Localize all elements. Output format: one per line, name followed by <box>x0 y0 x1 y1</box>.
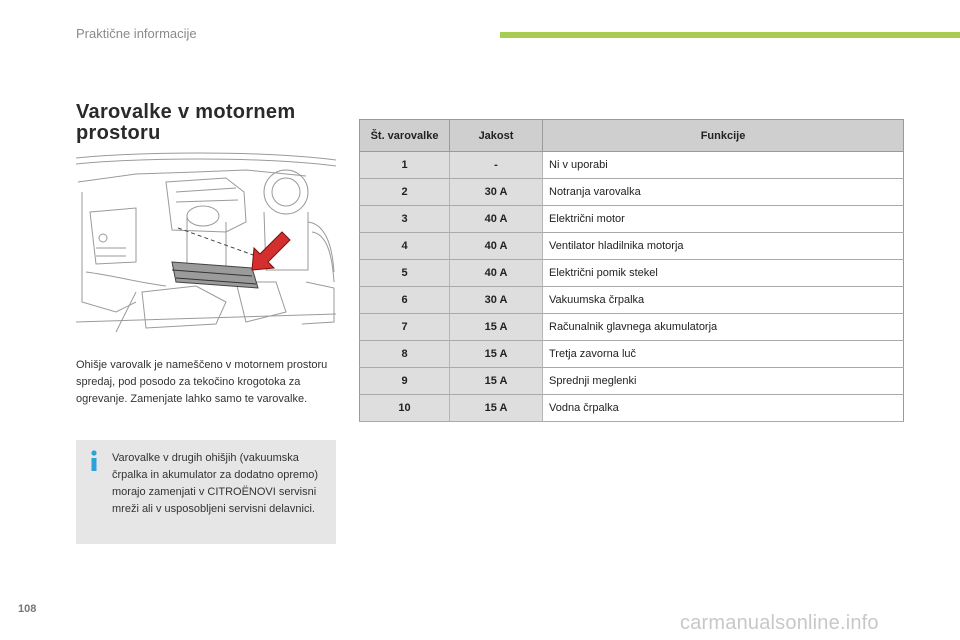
fuse-rating: 40 A <box>450 233 543 260</box>
page-number: 108 <box>18 603 37 615</box>
engine-compartment-illustration <box>76 152 336 332</box>
fuse-rating: 40 A <box>450 260 543 287</box>
table-row <box>360 314 904 341</box>
table-row <box>360 152 904 179</box>
fuse-function: Računalnik glavnega akumulatorja <box>543 314 904 341</box>
fuse-function: Ventilator hladilnika motorja <box>543 233 904 260</box>
fuse-function: Vakuumska črpalka <box>543 287 904 314</box>
info-text: Varovalke v drugih ohišjih (vakuumska črpalka in akumulator za dodatno opremo) morajo zamenjati v CITROËNOVI servisni mreži ali v usposobljeni servisni delavnici. <box>112 452 319 515</box>
info-icon <box>88 450 100 472</box>
fuse-number: 10 <box>360 395 450 422</box>
fuse-rating: 30 A <box>450 179 543 206</box>
info-box <box>76 440 336 544</box>
fuse-function: Električni motor <box>543 206 904 233</box>
watermark: carmanualsonline.info <box>680 612 879 634</box>
fuse-function: Notranja varovalka <box>543 179 904 206</box>
table-row <box>360 260 904 287</box>
fuse-number: 8 <box>360 341 450 368</box>
fuse-number: 3 <box>360 206 450 233</box>
section-header: Praktične informacije <box>76 26 197 41</box>
page-title: Varovalke v motornem prostoru <box>76 101 296 144</box>
fuse-rating: 30 A <box>450 287 543 314</box>
header-fuse-number: Št. varovalke <box>360 120 450 152</box>
fuse-number: 6 <box>360 287 450 314</box>
table-row <box>360 206 904 233</box>
table-row <box>360 341 904 368</box>
table-row <box>360 395 904 422</box>
fuse-table <box>359 119 904 422</box>
fuse-function: Električni pomik stekel <box>543 260 904 287</box>
table-header-row <box>360 120 904 152</box>
fuse-function: Ni v uporabi <box>543 152 904 179</box>
fuse-number: 5 <box>360 260 450 287</box>
fuse-number: 7 <box>360 314 450 341</box>
fuse-number: 4 <box>360 233 450 260</box>
header-functions: Funkcije <box>543 120 904 152</box>
fuse-function: Vodna črpalka <box>543 395 904 422</box>
table-row <box>360 368 904 395</box>
fuse-number: 1 <box>360 152 450 179</box>
header-accent-bar <box>500 32 960 38</box>
fuse-rating: 15 A <box>450 395 543 422</box>
fuse-rating: 15 A <box>450 314 543 341</box>
table-row <box>360 233 904 260</box>
fuse-function: Tretja zavorna luč <box>543 341 904 368</box>
header-rating: Jakost <box>450 120 543 152</box>
table-row <box>360 287 904 314</box>
fuse-rating: 40 A <box>450 206 543 233</box>
table-row <box>360 179 904 206</box>
fuse-rating: 15 A <box>450 341 543 368</box>
fuse-number: 9 <box>360 368 450 395</box>
description-text: Ohišje varovalk je nameščeno v motornem prostoru spredaj, pod posodo za tekočino krogotoka za ogrevanje. Zamenjate lahko samo te varovalke. <box>76 359 328 405</box>
fuse-rating: 15 A <box>450 368 543 395</box>
fuse-function: Sprednji meglenki <box>543 368 904 395</box>
fuse-rating: - <box>450 152 543 179</box>
fuse-number: 2 <box>360 179 450 206</box>
